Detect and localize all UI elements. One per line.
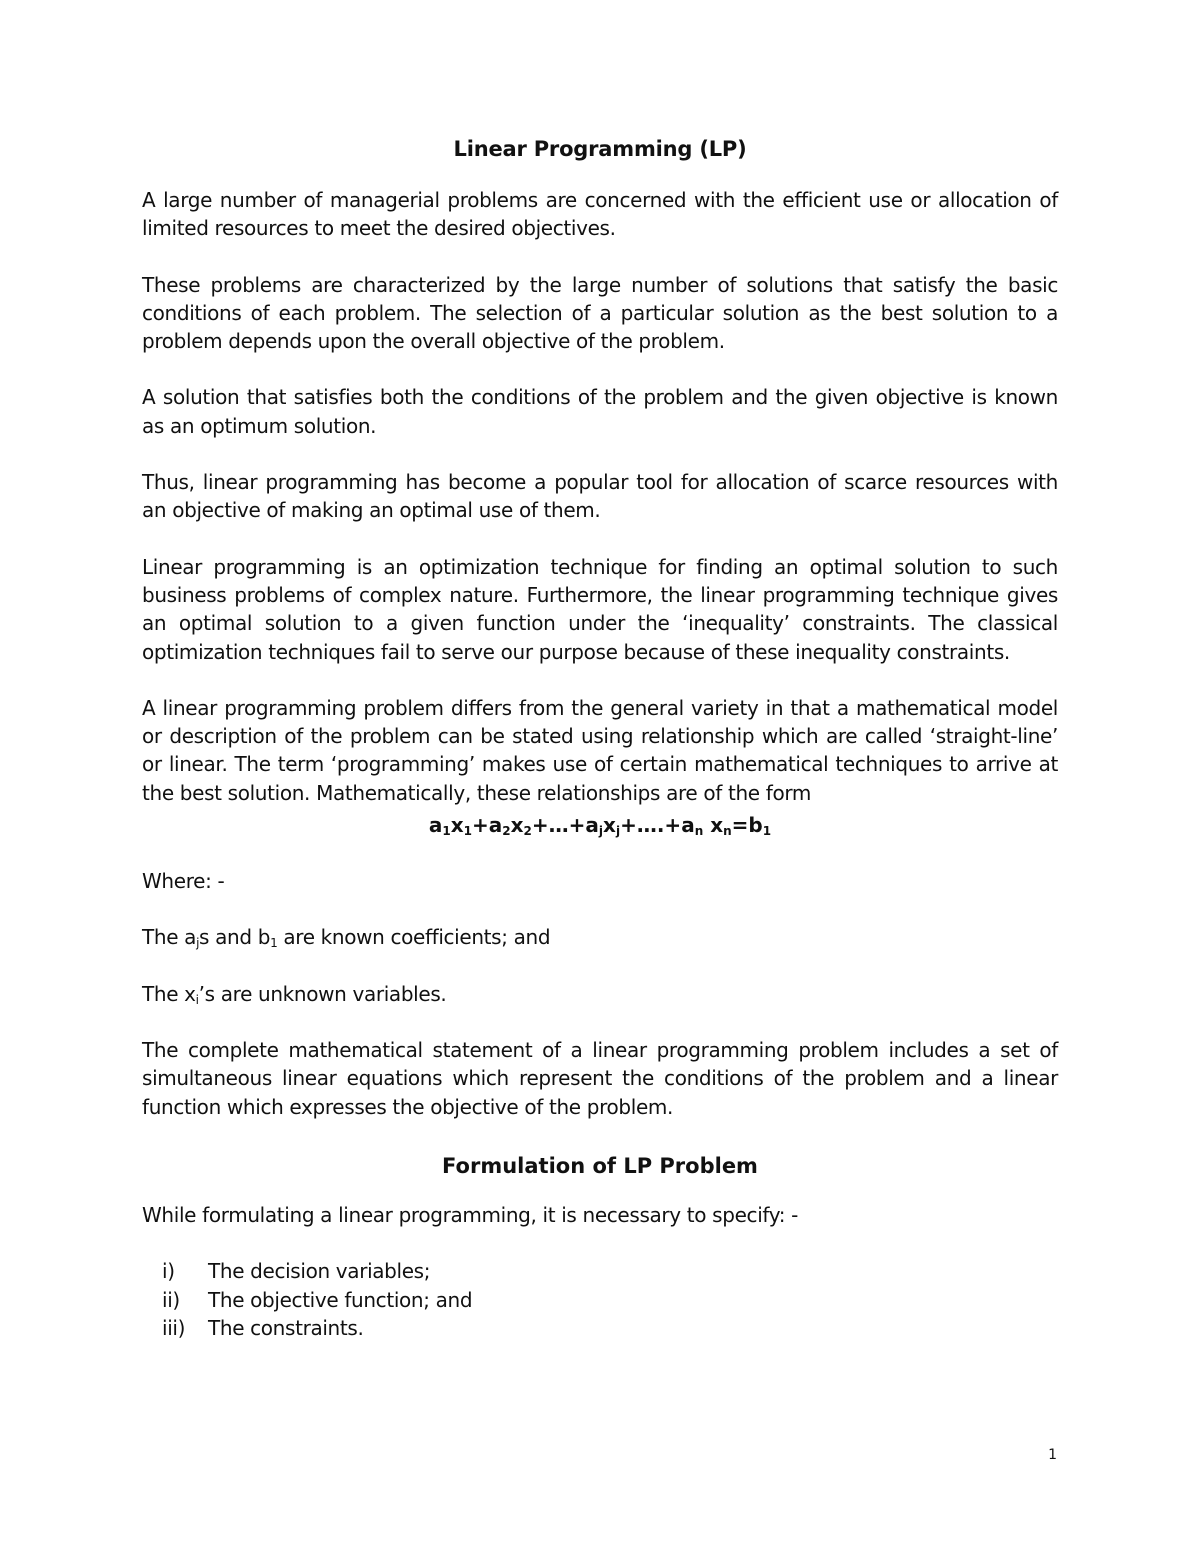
paragraph-5: Linear programming is an optimization technique for finding an optimal solution to such business problems of complex nature. Furthermore, the linear programming technique gives an optimal solution to a given function under the ‘inequality’ constraints. The classical optimization techniques fail to serve our purpose because of these inequality constraints. xyxy=(142,554,1058,664)
page-number: 1 xyxy=(1048,1447,1057,1463)
section-heading: Formulation of LP Problem xyxy=(442,1153,758,1178)
list-item-number: i) xyxy=(162,1259,175,1284)
requirements-list xyxy=(142,1257,1058,1343)
page-content xyxy=(142,132,1058,1343)
paragraph-4: Thus, linear programming has become a popular tool for allocation of scarce resources with an objective of making an optimal use of them. xyxy=(142,470,1058,523)
linear-equation-formula: $a_1x_1+a_2x_2+\dots+a_jx_j+\dots.+a_n$ $x_n=b_1$ xyxy=(428,813,772,839)
paragraph-3: A solution that satisfies both the conditions of the problem and the given objective is known as an optimum solution. xyxy=(142,385,1058,438)
list-item xyxy=(142,1314,1058,1343)
list-item-text: The constraints. xyxy=(208,1316,364,1341)
paragraph-2: These problems are characterized by the large number of solutions that satisfy the basic conditions of each problem. The selection of a particular solution as the best solution to a problem depends upon the overall objective of the problem. xyxy=(142,272,1058,354)
coefficients-line: The $a_js$ and $b_1$ are known coefficients; and xyxy=(142,925,551,951)
complete-statement-paragraph: The complete mathematical statement of a linear programming problem includes a set of simultaneous linear equations which represent the conditions of the problem and a linear function which expresses the objective of the problem. xyxy=(142,1037,1058,1119)
paragraph-1: A large number of managerial problems are concerned with the efficient use or allocation of limited resources to meet the desired objectives. xyxy=(142,188,1058,241)
list-item xyxy=(142,1286,1058,1315)
list-item xyxy=(142,1257,1058,1286)
variables-line: The $x_i’s$ are unknown variables. xyxy=(142,981,447,1007)
paragraph-6: A linear programming problem differs from the general variety in that a mathematical model or description of the problem can be stated using relationship which are called ‘straight-line’ or linear. The term ‘programming’ makes use of certain mathematical techniques to arrive at the best solution. Mathematically, these relationships are of the form xyxy=(142,695,1058,805)
list-item-number: iii) xyxy=(162,1316,186,1341)
where-label: Where: - xyxy=(142,869,225,894)
list-item-text: The decision variables; xyxy=(208,1259,431,1284)
page-title: Linear Programming (LP) xyxy=(453,137,747,161)
section-intro: While formulating a linear programming, it is necessary to specify: - xyxy=(142,1202,799,1227)
list-item-number: ii) xyxy=(162,1287,180,1312)
list-item-text: The objective function; and xyxy=(208,1287,473,1312)
